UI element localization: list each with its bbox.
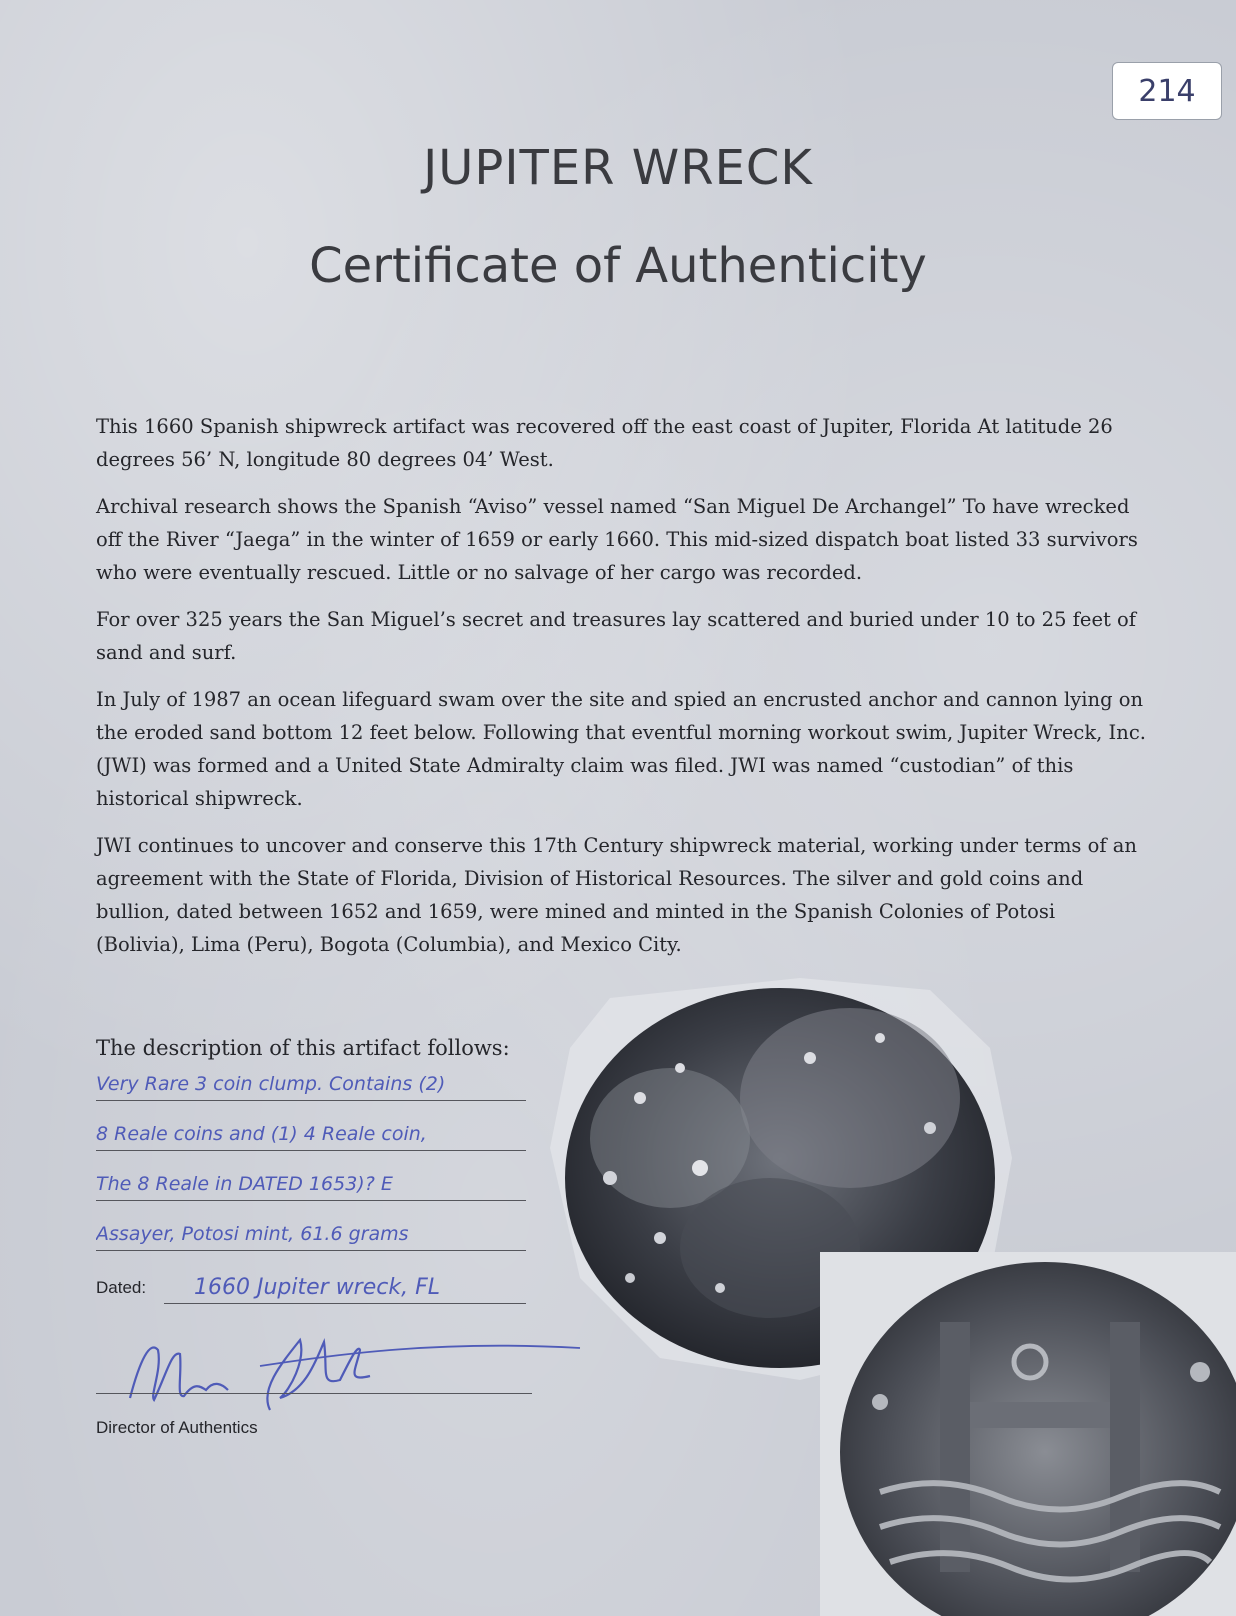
paragraph-discovery: In July of 1987 an ocean lifeguard swam over the site and spied an encrusted anchor and cannon lying on the eroded sand bottom 12 feet below. Following that eventful morning workout swim, Jupiter Wreck, Inc. (JWI) was formed and a United State Admiralty claim was filed. JWI was named “custodian” of this historical shipwreck.	[96, 688, 1146, 810]
description-line: 8 Reale coins and (1) 4 Reale coin,	[96, 1114, 526, 1151]
description-line: Very Rare 3 coin clump. Contains (2)	[96, 1064, 526, 1101]
signature-line	[96, 1393, 532, 1394]
page-number-label: 214	[1112, 62, 1222, 120]
certificate-title: JUPITER WRECK	[423, 140, 813, 196]
paragraph-conservation: JWI continues to uncover and conserve this 17th Century shipwreck material, working under terms of an agreement with the State of Florida, Division of Historical Resources. The silver and gold coins and bullion, dated between 1652 and 1659, were mined and minted in the Spanish Colonies of Potosi (Bolivia), Lima (Peru), Bogota (Columbia), and Mexico City.	[96, 834, 1137, 956]
description-label: The description of this artifact follows:	[96, 1036, 510, 1060]
certificate-body	[96, 410, 1146, 975]
description-line: The 8 Reale in DATED 1653)? E	[96, 1164, 526, 1201]
signer-title: Director of Authentics	[96, 1418, 258, 1437]
dated-value: 1660 Jupiter wreck, FL	[164, 1268, 526, 1304]
certificate-subtitle: Certificate of Authenticity	[309, 238, 927, 294]
reale-coin-image	[820, 1252, 1236, 1616]
paragraph-archival: Archival research shows the Spanish “Aviso” vessel named “San Miguel De Archangel” To have wrecked off the River “Jaega” in the winter of 1659 or early 1660. This mid-sized dispatch boat listed 33 survivors who were eventually rescued. Little or no salvage of her cargo was recorded.	[96, 495, 1138, 584]
dated-label: Dated:	[96, 1278, 147, 1297]
description-line: Assayer, Potosi mint, 61.6 grams	[96, 1214, 526, 1251]
paragraph-location: This 1660 Spanish shipwreck artifact was recovered off the east coast of Jupiter, Florida At latitude 26 degrees 56’ N, longitude 80 degrees 04’ West.	[96, 415, 1113, 471]
signature-image	[110, 1320, 590, 1420]
paragraph-history: For over 325 years the San Miguel’s secret and treasures lay scattered and buried under 10 to 25 feet of sand and surf.	[96, 608, 1136, 664]
